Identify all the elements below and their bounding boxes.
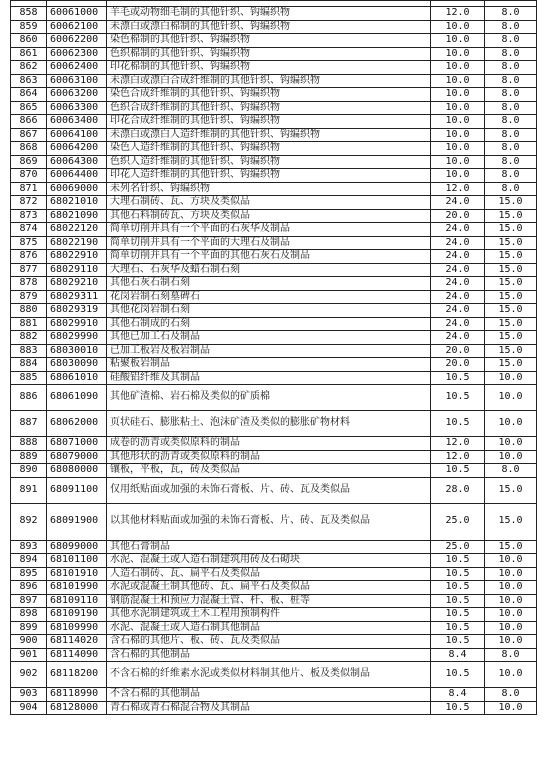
row-number-cell: 869 (11, 155, 47, 169)
rate-b-cell: 10.0 (485, 437, 537, 451)
description-cell: 硅酸铝纤维及其制品 (107, 371, 431, 385)
tariff-code-cell: 68030090 (47, 358, 107, 372)
table-row (11, 209, 537, 223)
row-number-cell: 875 (11, 236, 47, 250)
rate-b-cell: 10.0 (485, 635, 537, 649)
tariff-code-cell: 60063200 (47, 88, 107, 102)
tariff-code-cell: 68099000 (47, 540, 107, 554)
rate-a-cell: 20.0 (431, 358, 485, 372)
description-cell: 其他花岗岩制石刻 (107, 304, 431, 318)
rate-a-cell: 10.0 (431, 20, 485, 34)
row-number-cell: 898 (11, 608, 47, 622)
row-number-cell: 885 (11, 371, 47, 385)
rate-b-cell: 8.0 (485, 182, 537, 196)
rate-a-cell: 24.0 (431, 331, 485, 345)
tariff-code-cell: 60069000 (47, 182, 107, 196)
tariff-code-cell: 68029319 (47, 304, 107, 318)
row-number-cell: 897 (11, 594, 47, 608)
description-cell: 花岗岩制石刻墓碑石 (107, 290, 431, 304)
row-number-cell: 903 (11, 688, 47, 702)
table-row (11, 20, 537, 34)
rate-a-cell: 10.5 (431, 608, 485, 622)
table-row (11, 236, 537, 250)
description-cell: 不含石棉的其他制品 (107, 688, 431, 702)
tariff-table-container (10, 0, 536, 715)
table-row (11, 503, 537, 540)
rate-b-cell: 15.0 (485, 331, 537, 345)
row-number-cell: 865 (11, 101, 47, 115)
description-cell: 简单切削并具有一个平面的石灰华及制品 (107, 223, 431, 237)
tariff-code-cell: 68118990 (47, 688, 107, 702)
description-cell: 不含石棉的纤维素水泥或类似材料制其他片、板及类似制品 (107, 662, 431, 688)
rate-a-cell: 24.0 (431, 263, 485, 277)
tariff-code-cell: 68022910 (47, 250, 107, 264)
rate-a-cell: 24.0 (431, 236, 485, 250)
rate-b-cell: 15.0 (485, 209, 537, 223)
table-row (11, 34, 537, 48)
row-number-cell: 884 (11, 358, 47, 372)
table-row (11, 477, 537, 503)
row-number-cell: 874 (11, 223, 47, 237)
tariff-code-cell: 68109190 (47, 608, 107, 622)
description-cell: 水泥或混凝土制其他砖、瓦、扁平石及类似品 (107, 581, 431, 595)
table-row (11, 344, 537, 358)
tariff-table (10, 0, 537, 715)
rate-a-cell: 10.5 (431, 594, 485, 608)
table-row (11, 142, 537, 156)
rate-a-cell: 20.0 (431, 209, 485, 223)
row-number-cell: 894 (11, 554, 47, 568)
tariff-code-cell: 68021010 (47, 196, 107, 210)
tariff-code-cell: 60063100 (47, 74, 107, 88)
description-cell: 染色棉制的其他针织、钩编织物 (107, 34, 431, 48)
tariff-code-cell: 68029311 (47, 290, 107, 304)
table-row (11, 688, 537, 702)
tariff-code-cell: 68022120 (47, 223, 107, 237)
table-row (11, 358, 537, 372)
tariff-code-cell: 68091900 (47, 503, 107, 540)
description-cell: 页状硅石、膨胀粘土、泡沫矿渣及类似的膨胀矿物材料 (107, 411, 431, 437)
rate-b-cell: 10.0 (485, 385, 537, 411)
tariff-code-cell: 60064100 (47, 128, 107, 142)
row-number-cell: 901 (11, 648, 47, 662)
row-number-cell: 864 (11, 88, 47, 102)
description-cell: 水泥、混凝土或人造石制建筑用砖及石砌块 (107, 554, 431, 568)
rate-b-cell: 10.0 (485, 594, 537, 608)
rate-a-cell: 25.0 (431, 503, 485, 540)
tariff-code-cell: 68091100 (47, 477, 107, 503)
row-number-cell: 889 (11, 450, 47, 464)
rate-a-cell: 10.0 (431, 128, 485, 142)
rate-b-cell: 8.0 (485, 34, 537, 48)
row-number-cell: 872 (11, 196, 47, 210)
tariff-code-cell: 60064200 (47, 142, 107, 156)
row-number-cell: 888 (11, 437, 47, 451)
rate-a-cell: 24.0 (431, 223, 485, 237)
row-number-cell: 880 (11, 304, 47, 318)
table-row (11, 648, 537, 662)
row-number-cell: 878 (11, 277, 47, 291)
description-cell: 钢筋混凝土和预应力混凝土管、杆、板、桩等 (107, 594, 431, 608)
row-number-cell: 861 (11, 47, 47, 61)
tariff-code-cell: 60061000 (47, 7, 107, 21)
table-row (11, 7, 537, 21)
table-row (11, 277, 537, 291)
rate-b-cell: 15.0 (485, 196, 537, 210)
rate-a-cell: 8.4 (431, 648, 485, 662)
rate-a-cell: 10.5 (431, 621, 485, 635)
rate-b-cell: 8.0 (485, 74, 537, 88)
tariff-code-cell: 68101910 (47, 567, 107, 581)
description-cell: 以其他材料贴面或加强的未饰石膏板、片、砖、瓦及类似品 (107, 503, 431, 540)
tariff-code-cell: 68079000 (47, 450, 107, 464)
row-number-cell: 862 (11, 61, 47, 75)
row-number-cell: 879 (11, 290, 47, 304)
table-row (11, 554, 537, 568)
rate-b-cell: 15.0 (485, 317, 537, 331)
row-number-cell: 860 (11, 34, 47, 48)
tariff-code-cell: 68101990 (47, 581, 107, 595)
rate-b-cell: 15.0 (485, 223, 537, 237)
table-row (11, 155, 537, 169)
rate-b-cell: 10.0 (485, 621, 537, 635)
table-row (11, 540, 537, 554)
rate-b-cell: 8.0 (485, 142, 537, 156)
table-row (11, 182, 537, 196)
table-row (11, 196, 537, 210)
rate-a-cell: 10.5 (431, 411, 485, 437)
rate-b-cell: 15.0 (485, 503, 537, 540)
rate-a-cell: 10.0 (431, 115, 485, 129)
rate-a-cell: 10.0 (431, 142, 485, 156)
table-row (11, 115, 537, 129)
description-cell: 未列名针织、钩编织物 (107, 182, 431, 196)
description-cell: 青石棉或青石棉混合物及其制品 (107, 701, 431, 715)
table-row (11, 385, 537, 411)
rate-a-cell: 10.0 (431, 169, 485, 183)
rate-a-cell: 10.5 (431, 662, 485, 688)
rate-a-cell: 24.0 (431, 290, 485, 304)
tariff-code-cell: 68109110 (47, 594, 107, 608)
rate-b-cell: 8.0 (485, 464, 537, 478)
rate-b-cell: 15.0 (485, 477, 537, 503)
row-number-cell: 891 (11, 477, 47, 503)
table-row (11, 608, 537, 622)
row-number-cell: 863 (11, 74, 47, 88)
tariff-code-cell: 68029110 (47, 263, 107, 277)
tariff-code-cell: 68061090 (47, 385, 107, 411)
table-row (11, 331, 537, 345)
rate-b-cell: 8.0 (485, 88, 537, 102)
description-cell: 已加工板岩及板岩制品 (107, 344, 431, 358)
table-row (11, 101, 537, 115)
table-row (11, 128, 537, 142)
rate-a-cell: 12.0 (431, 437, 485, 451)
rate-b-cell: 10.0 (485, 567, 537, 581)
row-number-cell: 873 (11, 209, 47, 223)
rate-a-cell: 20.0 (431, 344, 485, 358)
row-number-cell: 895 (11, 567, 47, 581)
description-cell: 大理石、石灰华及蜡石制石刻 (107, 263, 431, 277)
row-number-cell: 893 (11, 540, 47, 554)
tariff-code-cell: 68109990 (47, 621, 107, 635)
rate-a-cell: 10.5 (431, 385, 485, 411)
rate-b-cell: 15.0 (485, 236, 537, 250)
row-number-cell: 883 (11, 344, 47, 358)
tariff-code-cell: 68118200 (47, 662, 107, 688)
row-number-cell: 882 (11, 331, 47, 345)
description-cell: 人造石制砖、瓦、扁平石及类似品 (107, 567, 431, 581)
table-row (11, 61, 537, 75)
row-number-cell: 859 (11, 20, 47, 34)
table-row (11, 74, 537, 88)
description-cell: 水泥、混凝土或人造石制其他制品 (107, 621, 431, 635)
rate-a-cell: 12.0 (431, 182, 485, 196)
tariff-code-cell: 60064300 (47, 155, 107, 169)
table-row (11, 411, 537, 437)
table-row (11, 263, 537, 277)
tariff-code-cell: 60063300 (47, 101, 107, 115)
description-cell: 染色合成纤维制的其他针织、钩编织物 (107, 88, 431, 102)
tariff-code-cell: 68062000 (47, 411, 107, 437)
rate-b-cell: 8.0 (485, 7, 537, 21)
row-number-cell: 876 (11, 250, 47, 264)
row-number-cell: 896 (11, 581, 47, 595)
rate-b-cell: 8.0 (485, 47, 537, 61)
table-row (11, 701, 537, 715)
description-cell: 其他石膏制品 (107, 540, 431, 554)
tariff-code-cell: 68021090 (47, 209, 107, 223)
tariff-code-cell: 68029990 (47, 331, 107, 345)
rate-b-cell: 10.0 (485, 554, 537, 568)
tariff-code-cell: 68114090 (47, 648, 107, 662)
rate-a-cell: 10.0 (431, 88, 485, 102)
tariff-table-body (11, 1, 537, 715)
rate-a-cell: 10.5 (431, 464, 485, 478)
table-row (11, 450, 537, 464)
description-cell: 色织人造纤维制的其他针织、钩编织物 (107, 155, 431, 169)
tariff-code-cell: 60064400 (47, 169, 107, 183)
table-row (11, 317, 537, 331)
rate-a-cell: 10.5 (431, 567, 485, 581)
rate-a-cell: 24.0 (431, 196, 485, 210)
row-number-cell: 892 (11, 503, 47, 540)
description-cell: 大理石制砖、瓦、方块及类似品 (107, 196, 431, 210)
table-row (11, 88, 537, 102)
table-row (11, 371, 537, 385)
rate-a-cell: 12.0 (431, 7, 485, 21)
description-cell: 羊毛或动物细毛制的其他针织、钩编织物 (107, 7, 431, 21)
description-cell: 其他水泥制建筑或土木工程用预制构件 (107, 608, 431, 622)
description-cell: 仅用纸贴面或加强的未饰石膏板、片、砖、瓦及类似品 (107, 477, 431, 503)
row-number-cell: 877 (11, 263, 47, 277)
rate-b-cell: 15.0 (485, 358, 537, 372)
row-number-cell: 902 (11, 662, 47, 688)
table-row (11, 169, 537, 183)
table-row (11, 581, 537, 595)
description-cell: 粘聚板岩制品 (107, 358, 431, 372)
rate-b-cell: 10.0 (485, 371, 537, 385)
description-cell: 印花棉制的其他针织、钩编织物 (107, 61, 431, 75)
description-cell: 未漂白或漂白棉制的其他针织、钩编织物 (107, 20, 431, 34)
rate-a-cell: 10.0 (431, 34, 485, 48)
rate-a-cell: 24.0 (431, 317, 485, 331)
description-cell: 其他形状的沥青或类似原料的制品 (107, 450, 431, 464)
row-number-cell: 881 (11, 317, 47, 331)
rate-b-cell: 15.0 (485, 290, 537, 304)
description-cell: 其他石灰石制石刻 (107, 277, 431, 291)
rate-a-cell: 10.5 (431, 701, 485, 715)
rate-a-cell: 24.0 (431, 304, 485, 318)
table-row (11, 567, 537, 581)
tariff-code-cell: 68101100 (47, 554, 107, 568)
tariff-code-cell: 60062400 (47, 61, 107, 75)
tariff-code-cell: 68128000 (47, 701, 107, 715)
description-cell: 印花人造纤维制的其他针织、钩编织物 (107, 169, 431, 183)
description-cell: 简单切削并具有一个平面的大理石及制品 (107, 236, 431, 250)
tariff-code-cell: 68114020 (47, 635, 107, 649)
rate-a-cell: 10.0 (431, 47, 485, 61)
table-row (11, 223, 537, 237)
rate-a-cell: 10.0 (431, 61, 485, 75)
rate-b-cell: 10.0 (485, 581, 537, 595)
rate-b-cell: 15.0 (485, 344, 537, 358)
description-cell: 镶板，平板，瓦，砖及类似品 (107, 464, 431, 478)
rate-b-cell: 8.0 (485, 169, 537, 183)
rate-a-cell: 25.0 (431, 540, 485, 554)
row-number-cell: 858 (11, 7, 47, 21)
rate-b-cell: 8.0 (485, 648, 537, 662)
table-row (11, 304, 537, 318)
table-row (11, 594, 537, 608)
row-number-cell: 887 (11, 411, 47, 437)
rate-a-cell: 10.0 (431, 155, 485, 169)
rate-a-cell: 10.5 (431, 554, 485, 568)
row-number-cell: 904 (11, 701, 47, 715)
tariff-code-cell: 60062100 (47, 20, 107, 34)
rate-a-cell: 10.0 (431, 101, 485, 115)
rate-a-cell: 8.4 (431, 688, 485, 702)
rate-b-cell: 10.0 (485, 662, 537, 688)
rate-b-cell: 8.0 (485, 61, 537, 75)
rate-b-cell: 15.0 (485, 263, 537, 277)
rate-a-cell: 10.5 (431, 635, 485, 649)
row-number-cell: 899 (11, 621, 47, 635)
row-number-cell: 868 (11, 142, 47, 156)
rate-b-cell: 10.0 (485, 450, 537, 464)
rate-a-cell: 24.0 (431, 250, 485, 264)
tariff-code-cell: 68071000 (47, 437, 107, 451)
description-cell: 其他石料制砖瓦、方块及类似品 (107, 209, 431, 223)
rate-b-cell: 15.0 (485, 540, 537, 554)
table-row (11, 47, 537, 61)
rate-b-cell: 10.0 (485, 411, 537, 437)
rate-b-cell: 8.0 (485, 101, 537, 115)
rate-a-cell: 24.0 (431, 277, 485, 291)
table-row (11, 662, 537, 688)
table-row (11, 437, 537, 451)
table-row (11, 635, 537, 649)
row-number-cell: 886 (11, 385, 47, 411)
row-number-cell: 866 (11, 115, 47, 129)
description-cell: 其他矿渣棉、岩石棉及类似的矿质棉 (107, 385, 431, 411)
rate-b-cell: 15.0 (485, 277, 537, 291)
tariff-code-cell: 68030010 (47, 344, 107, 358)
rate-b-cell: 10.0 (485, 701, 537, 715)
rate-a-cell: 10.5 (431, 581, 485, 595)
row-number-cell: 867 (11, 128, 47, 142)
tariff-code-cell: 60062200 (47, 34, 107, 48)
rate-b-cell: 15.0 (485, 304, 537, 318)
rate-b-cell: 8.0 (485, 20, 537, 34)
table-row (11, 290, 537, 304)
tariff-code-cell: 60063400 (47, 115, 107, 129)
rate-b-cell: 8.0 (485, 128, 537, 142)
table-row (11, 464, 537, 478)
row-number-cell: 900 (11, 635, 47, 649)
description-cell: 色织棉制的其他针织、钩编织物 (107, 47, 431, 61)
rate-b-cell: 8.0 (485, 688, 537, 702)
rate-a-cell: 10.5 (431, 371, 485, 385)
row-number-cell: 890 (11, 464, 47, 478)
description-cell: 成卷的沥青或类似原料的制品 (107, 437, 431, 451)
description-cell: 含石棉的其他制品 (107, 648, 431, 662)
description-cell: 染色人造纤维制的其他针织、钩编织物 (107, 142, 431, 156)
tariff-code-cell: 68080000 (47, 464, 107, 478)
rate-a-cell: 28.0 (431, 477, 485, 503)
row-number-cell: 870 (11, 169, 47, 183)
rate-a-cell: 12.0 (431, 450, 485, 464)
description-cell: 其他已加工石及制品 (107, 331, 431, 345)
description-cell: 印花合成纤维制的其他针织、钩编织物 (107, 115, 431, 129)
table-row (11, 621, 537, 635)
tariff-code-cell: 68061010 (47, 371, 107, 385)
description-cell: 其他石制成的石刻 (107, 317, 431, 331)
tariff-code-cell: 60062300 (47, 47, 107, 61)
tariff-code-cell: 68022190 (47, 236, 107, 250)
description-cell: 含石棉的其他片、板、砖、瓦及类似品 (107, 635, 431, 649)
rate-a-cell: 10.0 (431, 74, 485, 88)
rate-b-cell: 8.0 (485, 155, 537, 169)
rate-b-cell: 10.0 (485, 608, 537, 622)
description-cell: 简单切削并具有一个平面的其他石灰石及制品 (107, 250, 431, 264)
description-cell: 未漂白或漂白合成纤维制的其他针织、钩编织物 (107, 74, 431, 88)
rate-b-cell: 15.0 (485, 250, 537, 264)
rate-b-cell: 8.0 (485, 115, 537, 129)
tariff-code-cell: 68029910 (47, 317, 107, 331)
description-cell: 色织合成纤维制的其他针织、钩编织物 (107, 101, 431, 115)
tariff-code-cell: 68029210 (47, 277, 107, 291)
description-cell: 未漂白或漂白人造纤维制的其他针织、钩编织物 (107, 128, 431, 142)
row-number-cell: 871 (11, 182, 47, 196)
table-row (11, 250, 537, 264)
